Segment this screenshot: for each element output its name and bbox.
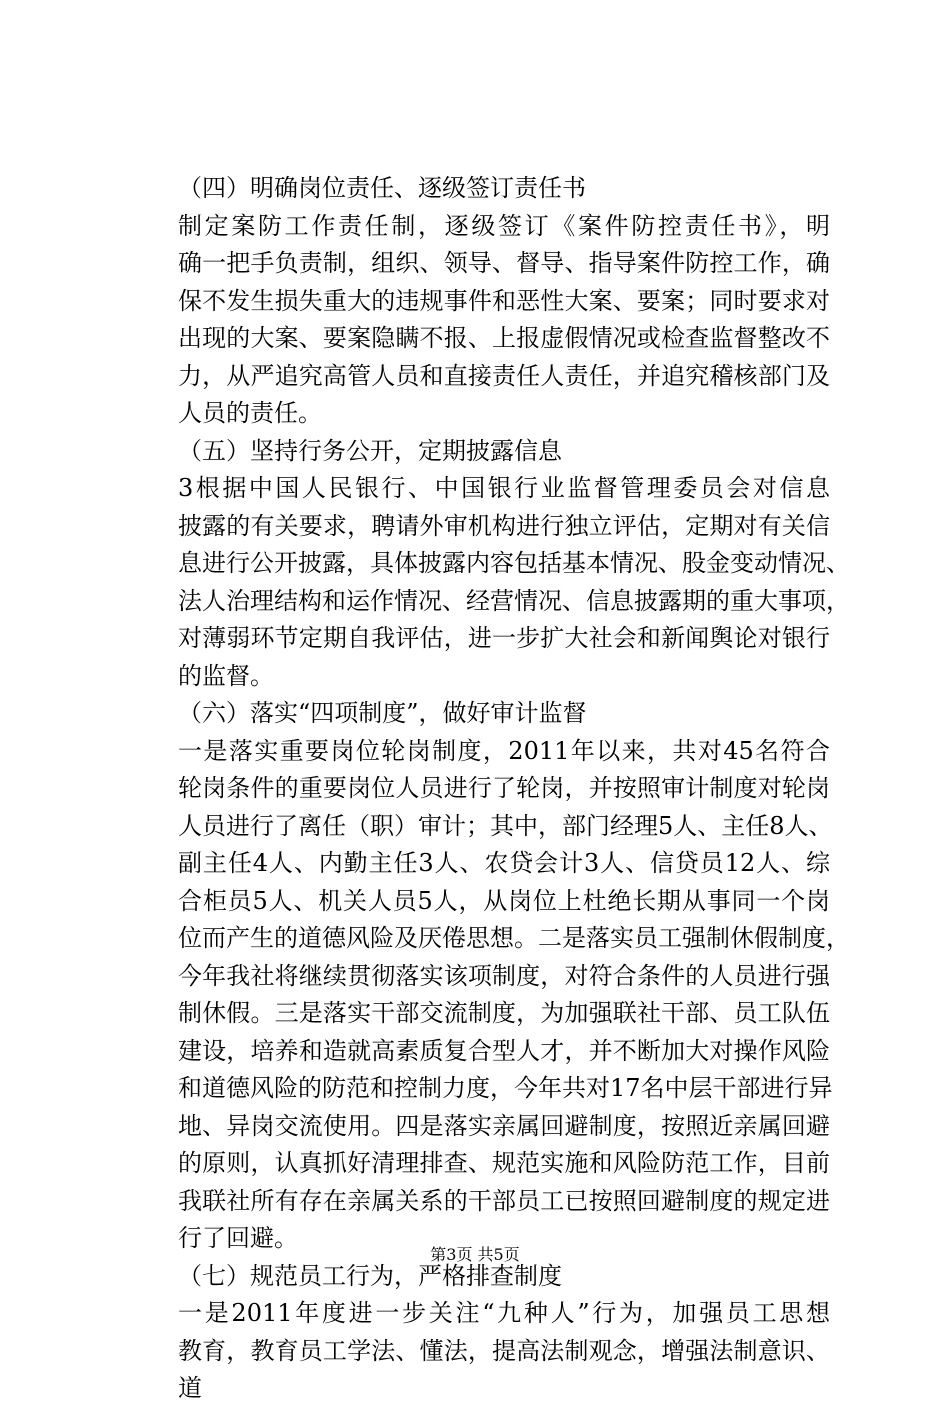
paragraph-line: 息进行公开披露，具体披露内容包括基本情况、股金变动情况、 [178,549,850,577]
paragraph-line: 出现的大案、要案隐瞒不报、上报虚假情况或检查监督整改不 [178,324,830,352]
section-7 [130,1258,830,1408]
paragraph-line: 制休假。三是落实干部交流制度，为加强联社干部、员工队伍 [178,999,830,1027]
paragraph-line: 的原则，认真抓好清理排查、规范实施和风险防范工作，目前 [178,1149,830,1177]
paragraph-line: 行了回避。 [178,1224,298,1252]
paragraph-line: 道 [178,1374,202,1402]
section-paragraph [130,1295,830,1408]
paragraph-line: 人员进行了离任（职）审计；其中，部门经理5人、主任8人、 [178,811,833,840]
document-body [130,170,850,1408]
paragraph-line: 的监督。 [178,661,274,690]
page-number: 第3页 共5页 [430,1245,520,1264]
paragraph-line: 合柜员5人、机关人员5人，从岗位上杜绝长期从事同一个岗 [178,886,830,915]
paragraph-line: 确一把手负责制，组织、领导、督导、指导案件防控工作，确 [178,249,830,277]
section-heading: （五）坚持行务公开，定期披露信息 [178,436,562,465]
section-paragraph [130,208,830,433]
paragraph-line: 今年我社将继续贯彻落实该项制度，对符合条件的人员进行强 [178,961,830,990]
section-paragraph [130,470,850,695]
paragraph-line: 一是2011年度进一步关注“九种人”行为，加强员工思想 [178,1299,830,1327]
paragraph-line: 轮岗条件的重要岗位人员进行了轮岗，并按照审计制度对轮岗 [178,774,830,802]
paragraph-line: 建设，培养和造就高素质复合型人才，并不断加大对操作风险 [178,1036,830,1065]
paragraph-line: 力，从严追究高管人员和直接责任人责任，并追究稽核部门及 [178,361,830,390]
section-heading: （七）规范员工行为，严格排查制度 [178,1261,562,1290]
section-heading: （四）明确岗位责任、逐级签订责任书 [178,174,586,202]
section-5 [130,433,850,696]
paragraph-line: 我联社所有存在亲属关系的干部员工已按照回避制度的规定进 [178,1186,830,1215]
paragraph-line: 制定案防工作责任制，逐级签订《案件防控责任书》，明 [178,211,830,240]
section-paragraph [130,733,850,1258]
paragraph-line: 对薄弱环节定期自我评估，进一步扩大社会和新闻舆论对银行 [178,624,830,652]
section-4 [130,170,830,433]
page-footer [0,1244,950,1266]
paragraph-line: 披露的有关要求，聘请外审机构进行独立评估，定期对有关信 [178,511,830,540]
paragraph-line: 3根据中国人民银行、中国银行业监督管理委员会对信息 [178,474,830,502]
paragraph-line: 法人治理结构和运作情况、经营情况、信息披露期的重大事项， [178,586,850,615]
section-6 [130,695,850,1258]
paragraph-line: 位而产生的道德风险及厌倦思想。二是落实员工强制休假制度， [178,924,850,952]
paragraph-line: 一是落实重要岗位轮岗制度，2011年以来，共对45名符合 [178,736,830,765]
paragraph-line: 人员的责任。 [178,399,322,427]
paragraph-line: 和道德风险的防范和控制力度，今年共对17名中层干部进行异 [178,1074,833,1102]
section-heading: （六）落实“四项制度”，做好审计监督 [178,699,587,727]
paragraph-line: 地、异岗交流使用。四是落实亲属回避制度，按照近亲属回避 [178,1111,830,1140]
paragraph-line: 保不发生损失重大的违规事件和恶性大案、要案；同时要求对 [178,286,830,315]
paragraph-line: 副主任4人、内勤主任3人、农贷会计3人、信贷员12人、综 [178,849,830,877]
paragraph-line: 教育，教育员工学法、懂法，提高法制观念，增强法制意识、 [178,1336,830,1365]
